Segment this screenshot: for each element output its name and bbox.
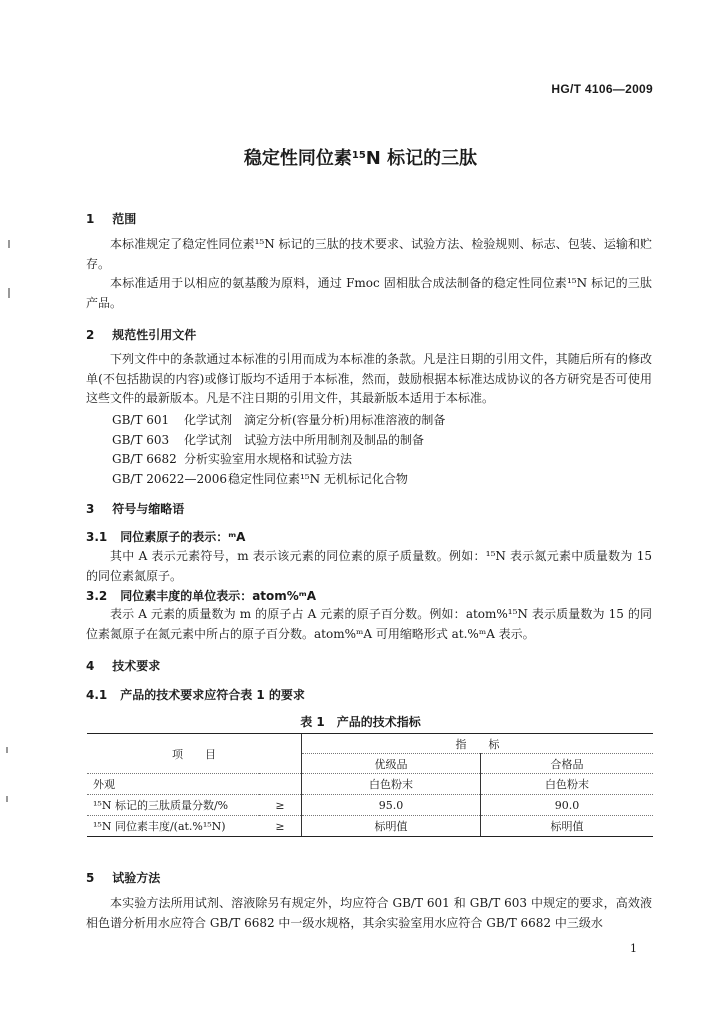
scan-margin-mark: [8, 240, 10, 248]
section-title: 符号与缩略语: [112, 502, 185, 516]
section-title: 试验方法: [112, 871, 161, 885]
header-grade-premium: 优级品: [302, 754, 481, 774]
reference-title: 稳定性同位素¹⁵N 无机标记化合物: [228, 472, 408, 486]
subsection-3-2-heading: [86, 587, 316, 604]
specification-table: [87, 733, 653, 837]
section-1-paragraph-2: 本标准适用于以相应的氨基酸为原料，通过 Fmoc 固相肽合成法制备的稳定性同位素¹⁵N 标记的三肽产品。: [86, 276, 652, 310]
section-number: 2: [86, 328, 95, 342]
subsection-title: 同位素丰度的单位表示：atom%ᵐA: [120, 589, 317, 603]
reference-title: 化学试剂 滴定分析(容量分析)用标准溶液的制备: [184, 413, 446, 427]
section-1-heading: [86, 210, 136, 227]
header-item: 项 目: [87, 734, 302, 774]
row-qualified-value: 标明值: [481, 816, 654, 837]
section-3-heading: [86, 500, 184, 517]
reference-code: GB/T 20622—2006: [112, 472, 227, 486]
table-row: [87, 816, 653, 837]
reference-item: [112, 411, 445, 428]
subsection-title: 产品的技术要求应符合表 1 的要求: [120, 688, 305, 702]
table-row: [87, 774, 653, 795]
row-operator: ≥: [259, 816, 302, 837]
scan-margin-mark: [8, 288, 10, 298]
subsection-number: 4.1: [86, 688, 108, 702]
row-premium-value: 95.0: [302, 795, 481, 816]
section-number: 1: [86, 212, 95, 226]
subsection-title: 同位素原子的表示：ᵐA: [120, 530, 246, 544]
section-2-paragraph-1: 下列文件中的条款通过本标准的引用而成为本标准的条款。凡是注日期的引用文件，其随后所有的修改单(不包括勘误的内容)或修订版均不适用于本标准，然而，鼓励根据本标准达成协议的各方研究是否可使用这些文件的最新版本。凡是不注日期的引用文件，其最新版本适用于本标准。: [86, 352, 652, 405]
scan-margin-mark: [6, 747, 8, 753]
section-number: 4: [86, 659, 95, 673]
section-5-heading: [86, 869, 160, 886]
reference-title: 化学试剂 试验方法中所用制剂及制品的制备: [184, 433, 425, 447]
reference-title: 分析实验室用水规格和试验方法: [184, 452, 353, 466]
row-qualified-value: 90.0: [481, 795, 654, 816]
reference-item: [112, 431, 424, 448]
row-operator: [259, 774, 302, 795]
section-4-heading: [86, 657, 160, 674]
section-title: 范围: [112, 212, 137, 226]
reference-code: GB/T 603: [112, 433, 170, 447]
row-item: 外观: [87, 774, 259, 795]
section-number: 5: [86, 871, 95, 885]
header-index: 指 标: [302, 734, 654, 754]
reference-code: GB/T 601: [112, 413, 170, 427]
subsection-number: 3.1: [86, 530, 108, 544]
standard-code: HG/T 4106—2009: [551, 82, 653, 96]
table-row: [87, 795, 653, 816]
subsection-number: 3.2: [86, 589, 108, 603]
title-prefix: 稳定性同位素: [243, 148, 352, 169]
scan-margin-mark: [6, 796, 8, 802]
header-grade-qualified: 合格品: [481, 754, 654, 774]
row-item: ¹⁵N 同位素丰度/(at.%¹⁵N): [87, 816, 259, 837]
title-superscript: 15: [351, 150, 366, 161]
subsection-4-1-heading: [86, 686, 305, 703]
section-5-paragraph-1: 本实验方法所用试剂、溶液除另有规定外，均应符合 GB/T 601 和 GB/T 603 中规定的要求，高效液相色谱分析用水应符合 GB/T 6682 中一级水规格，其余实验室用水应符合 GB/T 6682 中三级水: [86, 896, 652, 930]
section-1-paragraph-1: 本标准规定了稳定性同位素¹⁵N 标记的三肽的技术要求、试验方法、检验规则、标志、包装、运输和贮存。: [86, 237, 652, 271]
section-number: 3: [86, 502, 95, 516]
row-item: ¹⁵N 标记的三肽质量分数/%: [87, 795, 259, 816]
title-suffix: N 标记的三肽: [365, 148, 478, 169]
section-title: 规范性引用文件: [112, 328, 197, 342]
document-title: [0, 144, 721, 170]
section-title: 技术要求: [112, 659, 161, 673]
row-premium-value: 白色粉末: [302, 774, 481, 795]
section-2-heading: [86, 326, 196, 343]
subsection-3-1-paragraph: 其中 A 表示元素符号，m 表示该元素的同位素的原子质量数。例如：¹⁵N 表示氮元素中质量数为 15 的同位素氮原子。: [86, 549, 652, 583]
row-operator: ≥: [259, 795, 302, 816]
reference-item: [112, 450, 352, 467]
row-qualified-value: 白色粉末: [481, 774, 654, 795]
reference-code: GB/T 6682: [112, 452, 177, 466]
subsection-3-2-paragraph: 表示 A 元素的质量数为 m 的原子占 A 元素的原子百分数。例如：atom%¹⁵N 表示质量数为 15 的同位素氮原子在氮元素中所占的原子百分数。atom%ᵐA 可用缩略形式 at.%ᵐA 表示。: [86, 607, 652, 641]
row-premium-value: 标明值: [302, 816, 481, 837]
subsection-3-1-heading: [86, 528, 245, 545]
reference-item: [112, 470, 408, 487]
table-header-row: [87, 734, 653, 754]
table-caption: 表 1 产品的技术指标: [300, 715, 421, 729]
page-number: 1: [630, 942, 637, 955]
